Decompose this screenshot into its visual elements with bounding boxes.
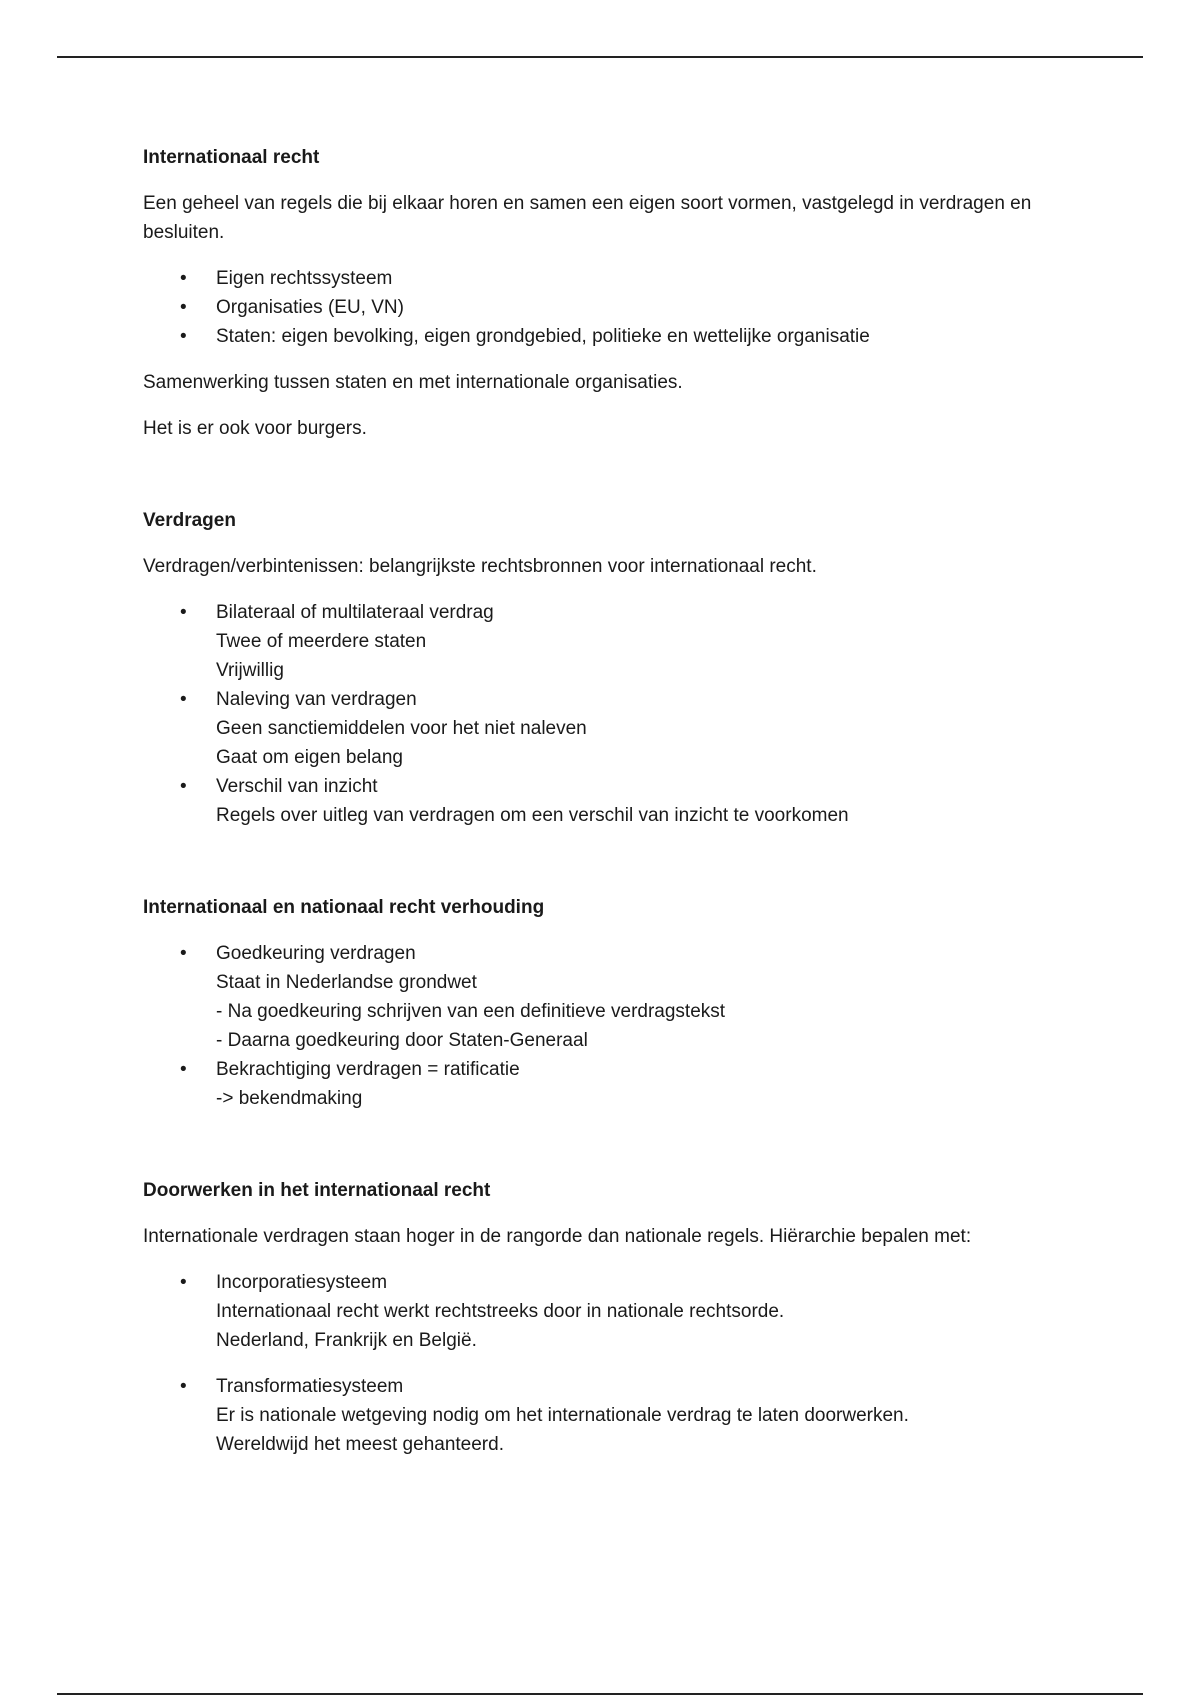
heading-verhouding: Internationaal en nationaal recht verhouding [143, 897, 545, 918]
top-rule [57, 56, 1143, 58]
heading-internationaal-recht: Internationaal recht [143, 147, 320, 168]
paragraph-hierarchie: Internationale verdragen staan hoger in de rangorde dan nationale regels. Hiërarchie bepalen met: [143, 1226, 972, 1247]
list-item: • Incorporatiesysteem Internationaal recht werkt rechtstreeks door in nationale rechtsorde. Nederland, Frankrijk en België. [143, 1268, 1063, 1355]
bullet-list [143, 939, 1063, 1113]
list-item: • Bekrachtiging verdragen = ratificatie -> bekendmaking [143, 1055, 1063, 1113]
paragraph-verdragen: Verdragen/verbintenissen: belangrijkste rechtsbronnen voor internationaal recht. [143, 556, 817, 577]
paragraph-samenwerking: Samenwerking tussen staten en met internationale organisaties. [143, 372, 683, 393]
bullet-list [143, 598, 1063, 830]
heading-doorwerken: Doorwerken in het internationaal recht [143, 1180, 491, 1201]
list-item: • Eigen rechtssysteem [143, 264, 1063, 293]
list-item: • Verschil van inzicht Regels over uitleg van verdragen om een verschil van inzicht te voorkomen [143, 772, 1063, 830]
bullet-list [143, 1268, 1063, 1459]
list-item: • Transformatiesysteem Er is nationale wetgeving nodig om het internationale verdrag te laten doorwerken. Wereldwijd het meest gehanteerd. [143, 1372, 1063, 1459]
paragraph-definition: Een geheel van regels die bij elkaar horen en samen een eigen soort vormen, vastgelegd in verdragen en besluiten. [143, 193, 1032, 243]
list-item: • Staten: eigen bevolking, eigen grondgebied, politieke en wettelijke organisatie [143, 322, 1063, 351]
list-item: • Goedkeuring verdragen Staat in Nederlandse grondwet - Na goedkeuring schrijven van een definitieve verdragstekst - Daarna goedkeuring door Staten-Generaal [143, 939, 1063, 1055]
list-item: • Bilateraal of multilateraal verdrag Twee of meerdere staten Vrijwillig [143, 598, 1063, 685]
document-body [143, 143, 1063, 1476]
list-item: • Naleving van verdragen Geen sanctiemiddelen voor het niet naleven Gaat om eigen belang [143, 685, 1063, 772]
paragraph-burgers: Het is er ook voor burgers. [143, 418, 367, 439]
bullet-list [143, 264, 1063, 351]
bottom-rule [57, 1693, 1143, 1695]
list-item: • Organisaties (EU, VN) [143, 293, 1063, 322]
heading-verdragen: Verdragen [143, 510, 236, 531]
